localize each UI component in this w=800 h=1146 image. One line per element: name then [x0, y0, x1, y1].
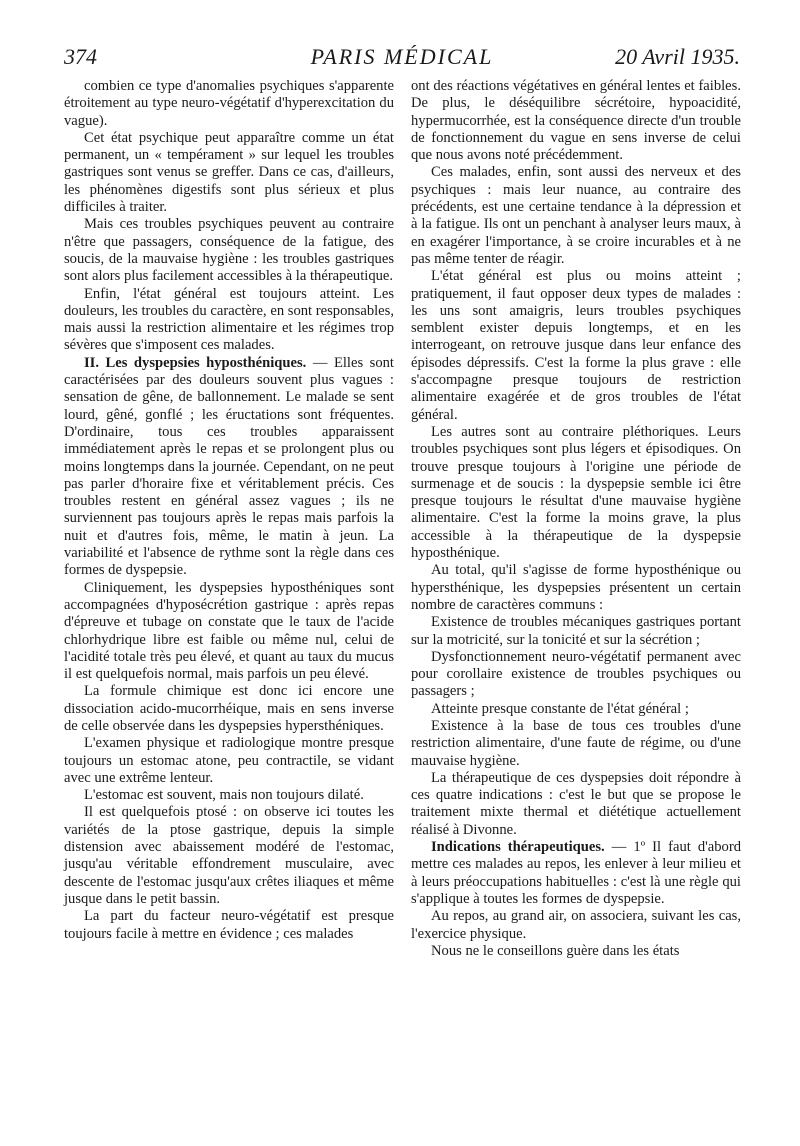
paragraph-text: Cliniquement, les dyspepsies hyposthéniques sont accompagnées d'hyposécrétion gastrique : après repas d'épreuve et tubage on constate que le taux de l'acide chlorhydrique libre est faible ou même nul, celui de l'acidité totale très peu élevé, et quant au taux du mucus il est quelquefois normal, mais parfois un peu élevé.: [64, 579, 394, 683]
paragraph-text: L'état général est plus ou moins atteint ; pratiquement, il faut opposer deux types de malades : les uns sont amaigris, leurs troubles psychiques semblent exister depuis longtemps, et en les interrogeant, on retrouve jusque dans leur enfance des épisodes dépressifs. C'est la forme la plus grave : elle s'accompagne presque toujours de restriction alimentaire exagérée et de gros troubles de l'état général.: [411, 268, 741, 423]
paragraph-text: Il est quelquefois ptosé : on observe ici toutes les variétés de la ptose gastrique, depuis la simple distension avec abaissement modéré de l'estomac, jusqu'au véritable effondrement musculaire, avec descente de l'estomac jusqu'aux crêtes iliaques et même jusque dans le petit bassin.: [64, 804, 394, 907]
paragraph: [64, 355, 394, 580]
paragraph: [411, 770, 741, 839]
paragraph-text: Ces malades, enfin, sont aussi des nerveux et des psychiques : mais leur nuance, au contraire des précédents, est une certaine tendance à la dépression et à la fatigue. Ils ont un penchant à analyser leurs maux, à en exagérer l'importance, à se croire incurables et à ne pas même tenter de réagir.: [411, 164, 741, 267]
paragraph-text: La part du facteur neuro-végétatif est presque toujours facile à mettre en évidence ; ces malades: [64, 908, 394, 942]
paragraph: [64, 804, 394, 908]
paragraph: [64, 683, 394, 735]
paragraph-text: L'estomac est souvent, mais non toujours dilaté.: [84, 787, 364, 804]
paragraph: [64, 286, 394, 355]
paragraph-text: — 1º Il faut d'abord mettre ces malades au repos, les enlever à leur milieu et à leurs préoccupations habituelles : c'est là une règle qui s'applique à toutes les formes de dyspepsie.: [411, 839, 741, 907]
paragraph-text: L'examen physique et radiologique montre presque toujours un estomac atone, peu contractile, se vidant avec une extrême lenteur.: [64, 735, 394, 786]
paragraph: [64, 908, 394, 943]
issue-date: 20 Avril 1935.: [615, 44, 740, 69]
paragraph: [64, 78, 394, 130]
left-text-column: [64, 78, 394, 943]
paragraph: [411, 424, 741, 562]
paragraph: [64, 130, 394, 216]
paragraph: [411, 718, 741, 770]
paragraph-text: Existence à la base de tous ces troubles d'une restriction alimentaire, d'une faute de régime, ou d'une mauvaise hygiène.: [411, 717, 741, 769]
paragraph-text: Au total, qu'il s'agisse de forme hyposthénique ou hypersthénique, les dyspepsies présentent un certain nombre de caractères communs :: [411, 562, 741, 613]
paragraph-text: — Elles sont caractérisées par des douleurs souvent plus vagues : sensation de gêne, de ballonnement. Le malade se sent lourd, gêné, gonflé ; les éructations sont fréquentes. D'ordinaire, tous ces troubles apparaissent immédiatement après le repas et se prolongent plus ou moins longtemps dans la journée. Cependant, on ne peut pas parler d'horaire fixe et véritablement précis. Ces troubles restent en général assez vagues ; ils ne surviennent pas toujours après le repas mais parfois la nuit et d'autres fois, même, le matin à jeun. La variabilité et l'absence de rythme sont la règle dans ces formes de dyspepsie.: [64, 354, 394, 579]
paragraph: [411, 268, 741, 424]
paragraph: [64, 735, 394, 787]
paragraph-text: Les autres sont au contraire pléthoriques. Leurs troubles psychiques sont plus légers et épisodiques. On trouve presque toujours à l'origine une période de surmenage et de soucis : la dyspepsie semble ici être presque toujours le résultat d'une mauvaise hygiène alimentaire. C'est la forme la moins grave, la plus accessible à la thérapeutique de la dyspepsie hyposthénique.: [411, 423, 741, 562]
paragraph-text: Mais ces troubles psychiques peuvent au contraire n'être que passagers, conséquence de la fatigue, des soucis, de la mauvaise hygiène : les troubles gastriques sont alors plus facilement accessibles à la thérapeutique.: [64, 216, 394, 285]
paragraph-text: Atteinte presque constante de l'état général ;: [431, 700, 689, 717]
paragraph: [411, 943, 741, 960]
paragraph: [411, 908, 741, 943]
paragraph-text: Enfin, l'état général est toujours atteint. Les douleurs, les troubles du caractère, en sont responsables, mais aussi la restriction alimentaire et les régimes trop sévères que s'imposent ces malades.: [64, 285, 394, 354]
paragraph: [64, 787, 394, 804]
paragraph-text: La thérapeutique de ces dyspepsies doit répondre à ces quatre indications : c'est le but que se propose le traitement mixte thermal et diététique actuellement réalisé à Divonne.: [411, 769, 741, 838]
paragraph-text: combien ce type d'anomalies psychiques s'apparente étroitement au type neuro-végétatif d'hyperexcitation du vague).: [64, 78, 394, 129]
paragraph: [64, 580, 394, 684]
paragraph-text: Dysfonctionnement neuro-végétatif permanent avec pour corollaire existence de troubles psychiques ou passagers ;: [411, 648, 741, 700]
paragraph: [411, 839, 741, 908]
paragraph: [411, 164, 741, 268]
right-text-column: [411, 78, 741, 960]
paragraph-text: Au repos, au grand air, on associera, suivant les cas, l'exercice physique.: [411, 908, 741, 942]
page-number: 374: [64, 44, 97, 69]
paragraph-text: ont des réactions végétatives en général lentes et faibles. De plus, le déséquilibre sécrétoire, hypoacidité, hypermucorrhée, est la conséquence directe d'un trouble de fonctionnement du vague en sens inverse de celui que nous avons noté précédemment.: [411, 78, 741, 164]
journal-title: PARIS MÉDICAL: [310, 44, 494, 69]
paragraph-text: Cet état psychique peut apparaître comme un état permanent, un « tempérament » sur lequel les troubles gastriques sont venus se greffer. Dans ce cas, d'ailleurs, les phénomènes digestifs sont plus sérieux et plus difficiles à traiter.: [64, 129, 394, 216]
paragraph: [411, 562, 741, 614]
page-header: [64, 44, 740, 74]
paragraph: [411, 649, 741, 701]
paragraph: [411, 614, 741, 649]
paragraph: [411, 701, 741, 718]
paragraph-text: Existence de troubles mécaniques gastriques portant sur la motricité, sur la tonicité et sur la sécrétion ;: [411, 614, 741, 648]
section-heading: Indications thérapeutiques.: [431, 839, 605, 856]
paragraph: [64, 216, 394, 285]
paragraph: [411, 78, 741, 164]
section-heading: II. Les dyspepsies hyposthéniques.: [84, 354, 307, 371]
paragraph-text: Nous ne le conseillons guère dans les états: [431, 942, 680, 959]
paragraph-text: La formule chimique est donc ici encore une dissociation acido-mucorrhéique, mais en sens inverse de celle observée dans les dyspepsies hypersthéniques.: [64, 683, 394, 734]
